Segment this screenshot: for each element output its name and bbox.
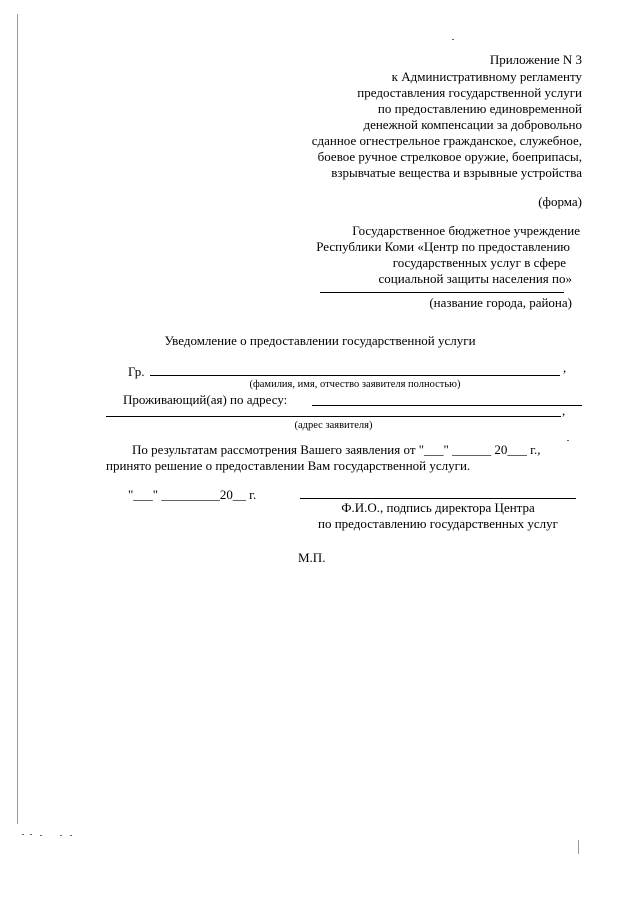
city-field-line[interactable] xyxy=(320,292,564,293)
scan-edge-line xyxy=(17,14,18,824)
residence-field-line[interactable] xyxy=(312,405,582,406)
appendix-line: сданное огнестрельное гражданское, служебное, xyxy=(311,133,582,148)
addressee-line: государственных услуг в сфере xyxy=(392,255,566,270)
appendix-line: по предоставлению единовременной xyxy=(377,101,582,116)
notice-body-line: По результатам рассмотрения Вашего заявления от "___" ______ 20___ г., xyxy=(132,442,541,457)
addressee-line: Государственное бюджетное учреждение xyxy=(352,223,580,238)
appendix-line: предоставления государственной услуги xyxy=(357,85,582,100)
form-label: (форма) xyxy=(538,194,582,209)
signature-field-line[interactable] xyxy=(300,498,576,499)
signature-hint: по предоставлению государственных услуг xyxy=(318,516,558,531)
residence-label: Проживающий(ая) по адресу: xyxy=(123,392,288,407)
scan-speck xyxy=(60,835,62,836)
addressee-line: социальной защиты населения по» xyxy=(378,271,572,286)
citizen-hint: (фамилия, имя, отчество заявителя полностью) xyxy=(249,379,461,390)
scan-edge-line xyxy=(578,840,579,854)
address-hint: (адрес заявителя) xyxy=(294,420,373,431)
citizen-name-field[interactable] xyxy=(150,375,560,376)
appendix-line: взрывчатые вещества и взрывные устройства xyxy=(331,165,582,180)
scan-speck xyxy=(30,834,32,835)
comma-mark: , xyxy=(563,360,567,375)
scan-speck xyxy=(452,39,454,40)
scan-speck xyxy=(567,440,569,441)
scan-speck xyxy=(70,835,72,836)
address-field-line[interactable] xyxy=(106,416,561,417)
notice-title: Уведомление о предоставлении государственной услуги xyxy=(164,333,476,348)
stamp-place: М.П. xyxy=(298,550,326,565)
appendix-number: Приложение N 3 xyxy=(489,52,582,67)
appendix-line: денежной компенсации за добровольно xyxy=(363,117,582,132)
appendix-line: к Административному регламенту xyxy=(391,69,582,84)
notice-body-line: принято решение о предоставлении Вам государственной услуги. xyxy=(106,458,471,473)
scan-speck xyxy=(22,834,24,835)
scan-speck xyxy=(40,835,42,836)
citizen-label: Гр. xyxy=(128,364,145,379)
signature-hint: Ф.И.О., подпись директора Центра xyxy=(341,500,535,515)
comma-mark: , xyxy=(562,403,566,418)
addressee-line: Республики Коми «Центр по предоставлению xyxy=(316,239,570,254)
decision-date: "___" _________20__ г. xyxy=(128,487,257,502)
city-hint: (название города, района) xyxy=(429,295,572,310)
appendix-line: боевое ручное стрелковое оружие, боеприпасы, xyxy=(317,149,582,164)
